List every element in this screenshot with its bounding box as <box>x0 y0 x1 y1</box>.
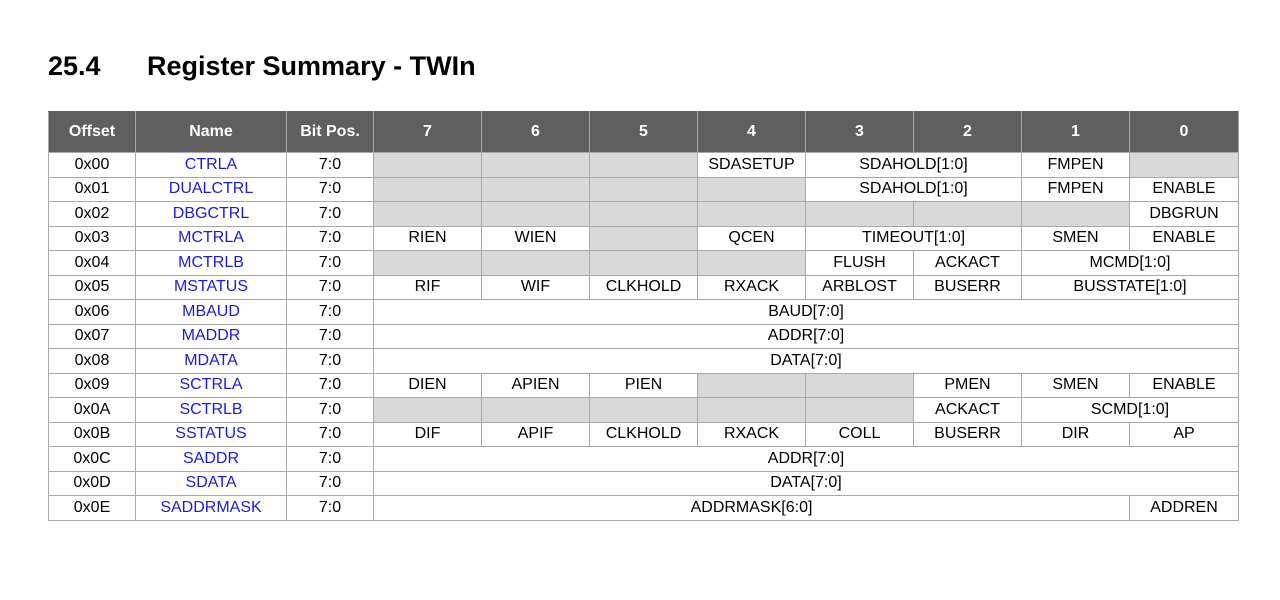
register-name-link[interactable]: MDATA <box>136 349 287 374</box>
bit-field-cell: PIEN <box>590 373 698 398</box>
offset-cell: 0x0B <box>49 422 136 447</box>
reserved-bit-cell <box>698 251 806 276</box>
bit-field-cell: SMEN <box>1022 373 1130 398</box>
bit-field-cell: RXACK <box>698 275 806 300</box>
bit-field-cell: COLL <box>806 422 914 447</box>
bit-pos-cell: 7:0 <box>287 177 374 202</box>
reserved-bit-cell <box>1130 153 1239 178</box>
header-bit-4: 4 <box>698 112 806 153</box>
section-heading <box>48 46 476 86</box>
table-row <box>49 398 1239 423</box>
reserved-bit-cell <box>374 398 482 423</box>
reserved-bit-cell <box>698 177 806 202</box>
bit-field-cell: AP <box>1130 422 1239 447</box>
register-name-link[interactable]: SCTRLA <box>136 373 287 398</box>
offset-cell: 0x0C <box>49 447 136 472</box>
offset-cell: 0x06 <box>49 300 136 325</box>
reserved-bit-cell <box>590 177 698 202</box>
reserved-bit-cell <box>374 202 482 227</box>
header-name: Name <box>136 112 287 153</box>
reserved-bit-cell <box>698 202 806 227</box>
reserved-bit-cell <box>806 373 914 398</box>
bit-field-cell: CLKHOLD <box>590 422 698 447</box>
reserved-bit-cell <box>698 373 806 398</box>
reserved-bit-cell <box>590 202 698 227</box>
bit-pos-cell: 7:0 <box>287 275 374 300</box>
register-table-body <box>49 153 1239 521</box>
offset-cell: 0x04 <box>49 251 136 276</box>
header-bit-pos: Bit Pos. <box>287 112 374 153</box>
offset-cell: 0x0E <box>49 496 136 521</box>
header-bit-6: 6 <box>482 112 590 153</box>
reserved-bit-cell <box>590 153 698 178</box>
reserved-bit-cell <box>1022 202 1130 227</box>
bit-pos-cell: 7:0 <box>287 202 374 227</box>
bit-pos-cell: 7:0 <box>287 373 374 398</box>
bit-field-cell: DIF <box>374 422 482 447</box>
bit-pos-cell: 7:0 <box>287 349 374 374</box>
offset-cell: 0x07 <box>49 324 136 349</box>
bit-field-cell: MCMD[1:0] <box>1022 251 1239 276</box>
bit-field-cell: APIEN <box>482 373 590 398</box>
bit-field-cell: DATA[7:0] <box>374 349 1239 374</box>
reserved-bit-cell <box>374 153 482 178</box>
offset-cell: 0x01 <box>49 177 136 202</box>
table-row <box>49 251 1239 276</box>
bit-field-cell: WIEN <box>482 226 590 251</box>
reserved-bit-cell <box>374 251 482 276</box>
bit-field-cell: ADDR[7:0] <box>374 324 1239 349</box>
reserved-bit-cell <box>590 226 698 251</box>
bit-field-cell: ACKACT <box>914 251 1022 276</box>
bit-field-cell: ENABLE <box>1130 373 1239 398</box>
bit-field-cell: PMEN <box>914 373 1022 398</box>
bit-field-cell: ADDR[7:0] <box>374 447 1239 472</box>
bit-field-cell: DATA[7:0] <box>374 471 1239 496</box>
header-bit-7: 7 <box>374 112 482 153</box>
reserved-bit-cell <box>914 202 1022 227</box>
table-header-row <box>49 112 1239 153</box>
bit-field-cell: DIEN <box>374 373 482 398</box>
bit-field-cell: ENABLE <box>1130 226 1239 251</box>
offset-cell: 0x02 <box>49 202 136 227</box>
table-row <box>49 422 1239 447</box>
bit-field-cell: BUSERR <box>914 422 1022 447</box>
bit-field-cell: BUSSTATE[1:0] <box>1022 275 1239 300</box>
reserved-bit-cell <box>482 177 590 202</box>
table-row <box>49 300 1239 325</box>
bit-pos-cell: 7:0 <box>287 398 374 423</box>
table-row <box>49 226 1239 251</box>
bit-pos-cell: 7:0 <box>287 422 374 447</box>
header-bit-5: 5 <box>590 112 698 153</box>
offset-cell: 0x0D <box>49 471 136 496</box>
bit-field-cell: ACKACT <box>914 398 1022 423</box>
header-bit-0: 0 <box>1130 112 1239 153</box>
bit-field-cell: ENABLE <box>1130 177 1239 202</box>
reserved-bit-cell <box>590 398 698 423</box>
register-name-link[interactable]: SCTRLB <box>136 398 287 423</box>
register-name-link[interactable]: DUALCTRL <box>136 177 287 202</box>
header-offset: Offset <box>49 112 136 153</box>
bit-field-cell: DBGRUN <box>1130 202 1239 227</box>
reserved-bit-cell <box>482 153 590 178</box>
reserved-bit-cell <box>590 251 698 276</box>
bit-field-cell: ADDREN <box>1130 496 1239 521</box>
table-row <box>49 202 1239 227</box>
bit-field-cell: SDAHOLD[1:0] <box>806 177 1022 202</box>
bit-pos-cell: 7:0 <box>287 471 374 496</box>
register-name-link[interactable]: SSTATUS <box>136 422 287 447</box>
register-name-link[interactable]: MSTATUS <box>136 275 287 300</box>
reserved-bit-cell <box>374 177 482 202</box>
offset-cell: 0x0A <box>49 398 136 423</box>
bit-pos-cell: 7:0 <box>287 226 374 251</box>
register-summary-table <box>48 111 1239 521</box>
header-bit-2: 2 <box>914 112 1022 153</box>
bit-pos-cell: 7:0 <box>287 324 374 349</box>
reserved-bit-cell <box>806 202 914 227</box>
register-name-link[interactable]: DBGCTRL <box>136 202 287 227</box>
bit-pos-cell: 7:0 <box>287 251 374 276</box>
table-row <box>49 153 1239 178</box>
table-row <box>49 349 1239 374</box>
register-name-link[interactable]: CTRLA <box>136 153 287 178</box>
reserved-bit-cell <box>482 251 590 276</box>
bit-pos-cell: 7:0 <box>287 447 374 472</box>
bit-field-cell: WIF <box>482 275 590 300</box>
reserved-bit-cell <box>806 398 914 423</box>
bit-field-cell: DIR <box>1022 422 1130 447</box>
offset-cell: 0x05 <box>49 275 136 300</box>
bit-field-cell: RXACK <box>698 422 806 447</box>
register-name-link[interactable]: MCTRLA <box>136 226 287 251</box>
offset-cell: 0x08 <box>49 349 136 374</box>
table-row <box>49 324 1239 349</box>
bit-field-cell: FLUSH <box>806 251 914 276</box>
bit-field-cell: BUSERR <box>914 275 1022 300</box>
bit-field-cell: SDAHOLD[1:0] <box>806 153 1022 178</box>
header-bit-3: 3 <box>806 112 914 153</box>
bit-field-cell: ARBLOST <box>806 275 914 300</box>
bit-field-cell: SMEN <box>1022 226 1130 251</box>
reserved-bit-cell <box>482 202 590 227</box>
bit-pos-cell: 7:0 <box>287 153 374 178</box>
section-number: 25.4 <box>48 50 101 81</box>
offset-cell: 0x09 <box>49 373 136 398</box>
bit-field-cell: ADDRMASK[6:0] <box>374 496 1130 521</box>
bit-field-cell: CLKHOLD <box>590 275 698 300</box>
bit-field-cell: SDASETUP <box>698 153 806 178</box>
bit-field-cell: RIEN <box>374 226 482 251</box>
table-row <box>49 447 1239 472</box>
offset-cell: 0x00 <box>49 153 136 178</box>
bit-field-cell: FMPEN <box>1022 153 1130 178</box>
register-name-link[interactable]: SDATA <box>136 471 287 496</box>
bit-field-cell: SCMD[1:0] <box>1022 398 1239 423</box>
reserved-bit-cell <box>698 398 806 423</box>
table-row <box>49 496 1239 521</box>
bit-field-cell: APIF <box>482 422 590 447</box>
bit-field-cell: BAUD[7:0] <box>374 300 1239 325</box>
section-title: Register Summary - TWIn <box>147 50 476 81</box>
register-name-link[interactable]: MBAUD <box>136 300 287 325</box>
register-name-link[interactable]: MADDR <box>136 324 287 349</box>
bit-field-cell: TIMEOUT[1:0] <box>806 226 1022 251</box>
table-row <box>49 275 1239 300</box>
offset-cell: 0x03 <box>49 226 136 251</box>
reserved-bit-cell <box>482 398 590 423</box>
bit-field-cell: QCEN <box>698 226 806 251</box>
register-name-link[interactable]: MCTRLB <box>136 251 287 276</box>
table-row <box>49 471 1239 496</box>
table-row <box>49 177 1239 202</box>
bit-field-cell: FMPEN <box>1022 177 1130 202</box>
table-row <box>49 373 1239 398</box>
bit-pos-cell: 7:0 <box>287 300 374 325</box>
header-bit-1: 1 <box>1022 112 1130 153</box>
bit-field-cell: RIF <box>374 275 482 300</box>
register-name-link[interactable]: SADDR <box>136 447 287 472</box>
register-name-link[interactable]: SADDRMASK <box>136 496 287 521</box>
bit-pos-cell: 7:0 <box>287 496 374 521</box>
